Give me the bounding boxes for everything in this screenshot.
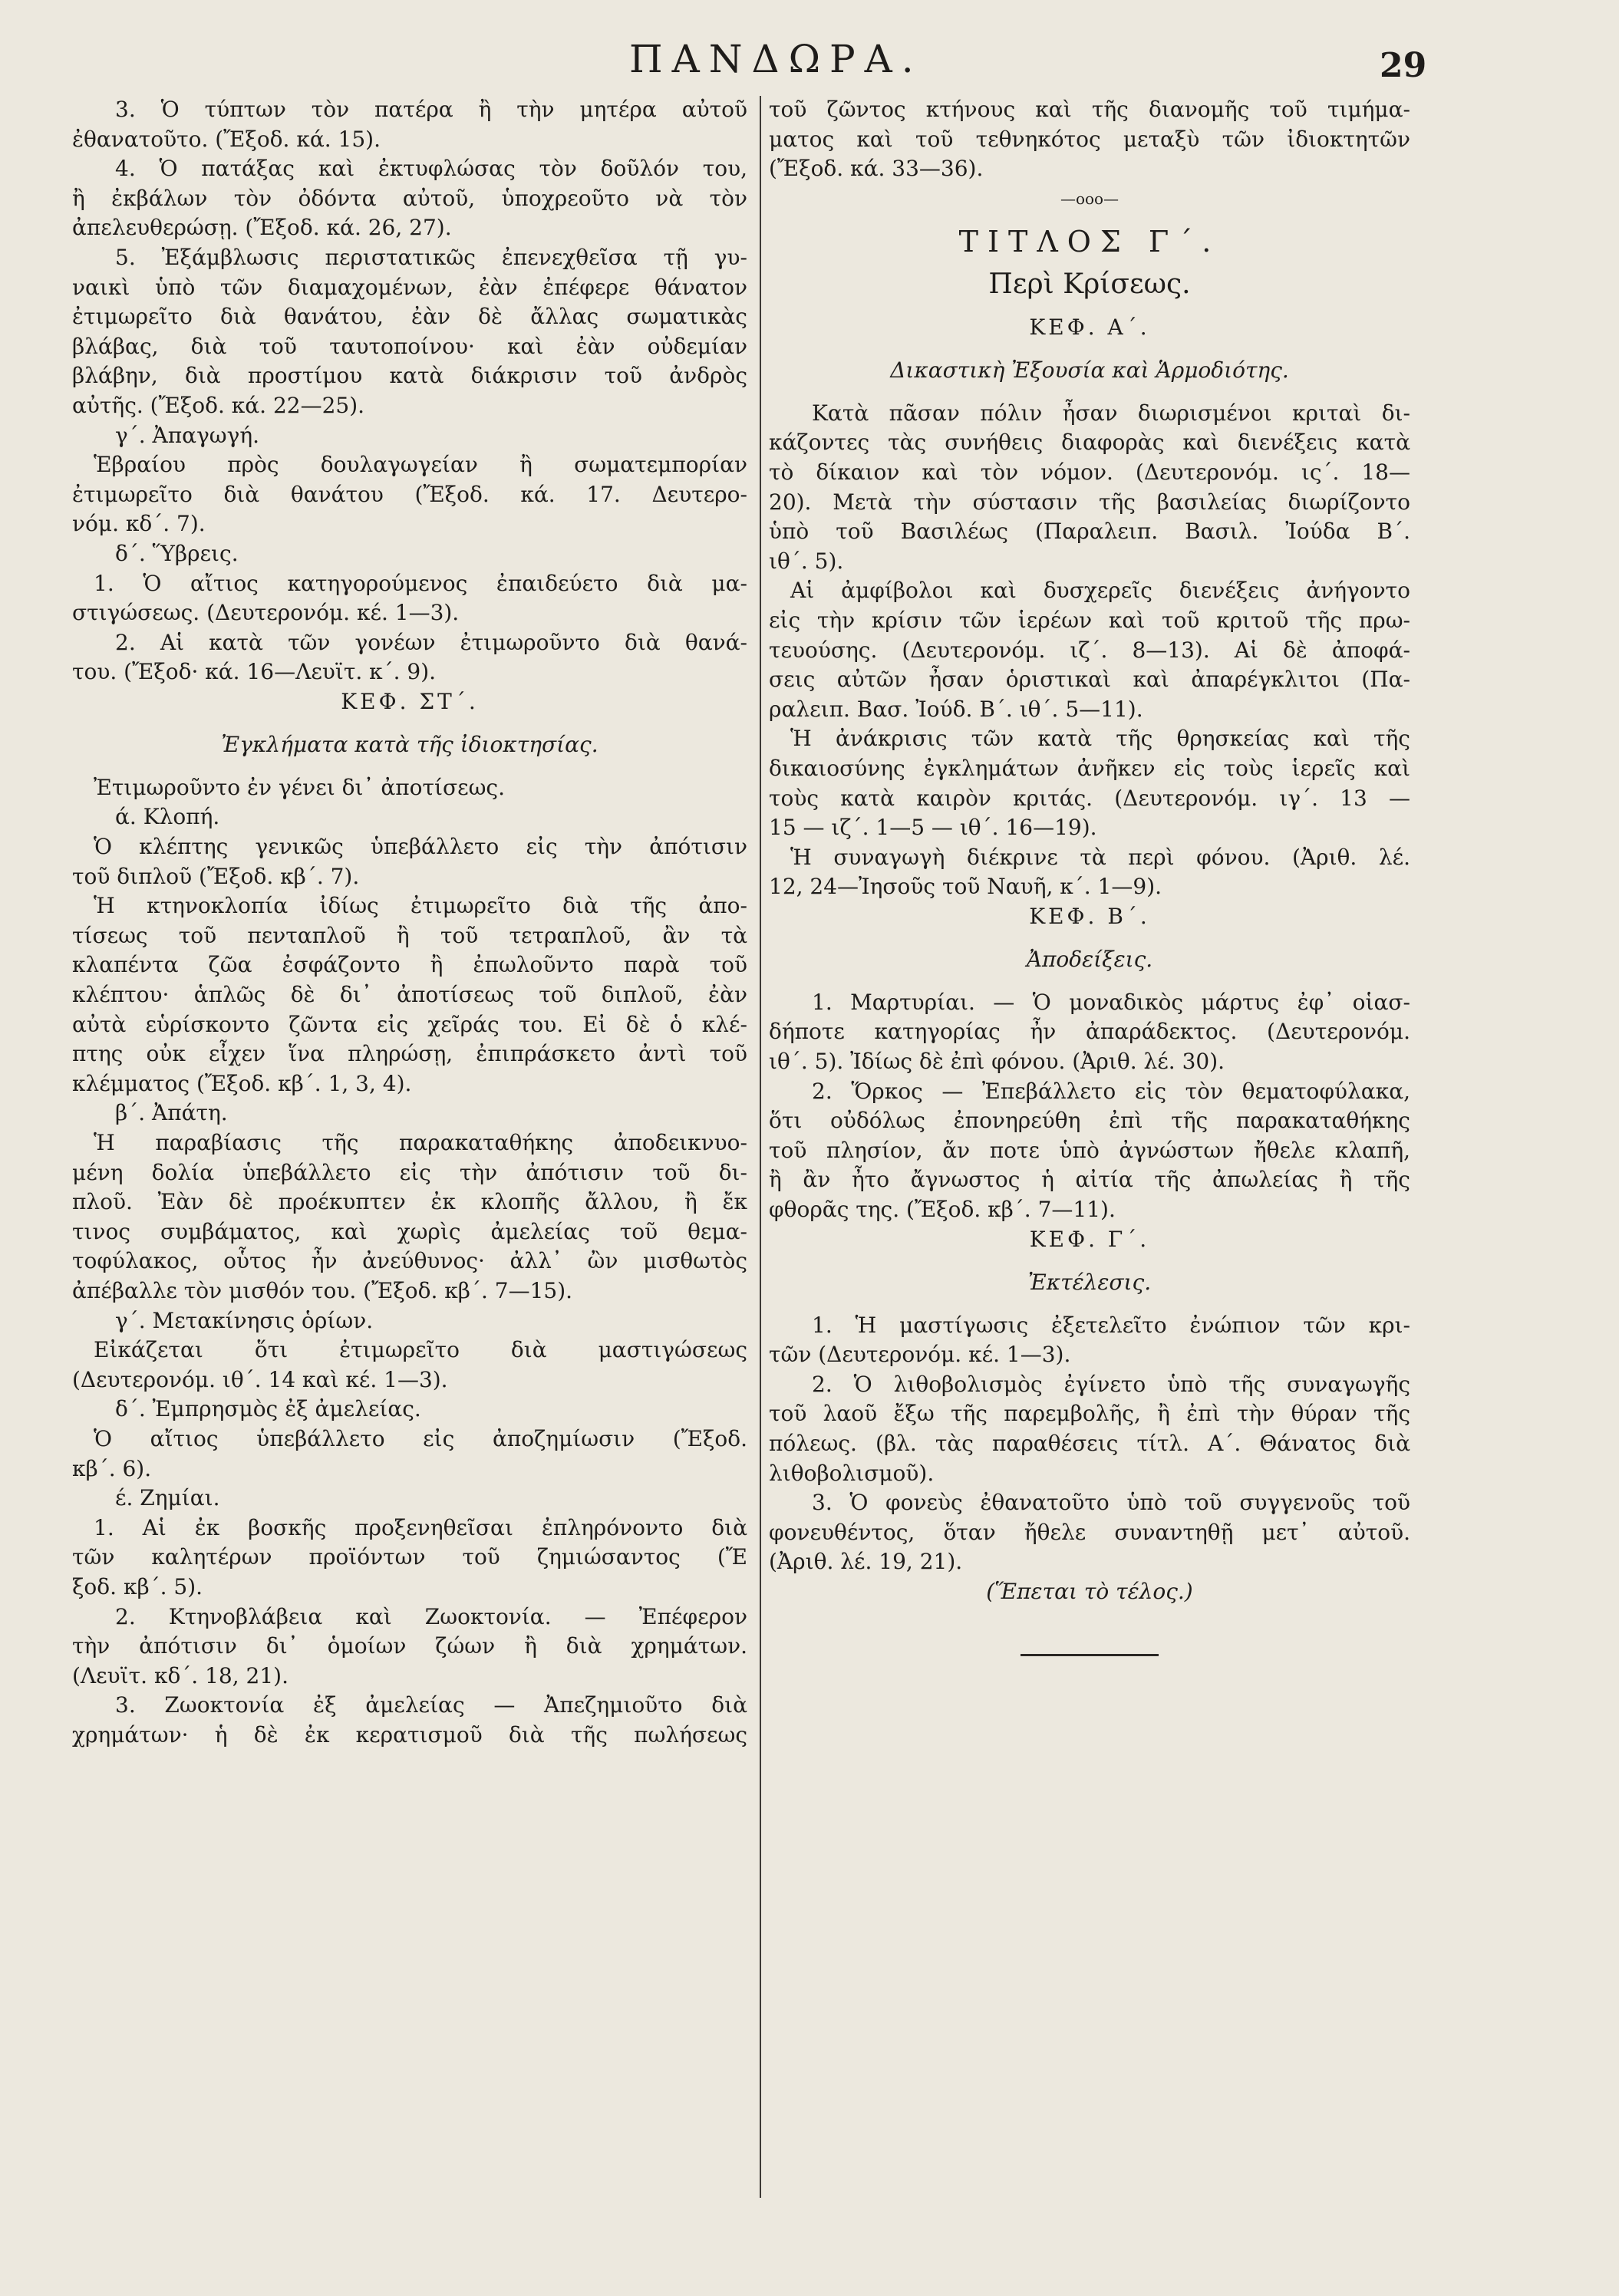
text-line: Ἑβραίου πρὸς δουλαγωγείαν ἢ σωματεμπορίαν (94, 452, 747, 478)
text-line: ΚΕΦ. ΣΤ΄. (341, 688, 479, 714)
text-line: τὸ δίκαιον καὶ τὸν νόμον. (Δευτερονόμ. ις΄. 18— (769, 459, 1410, 485)
text-line: στιγώσεως. (Δευτερονόμ. κέ. 1—3). (72, 600, 460, 626)
text-line: ὑπὸ τοῦ Βασιλέως (Παραλειπ. Βασιλ. Ἰούδα Β΄. (769, 519, 1410, 545)
text-line: τοῦ λαοῦ ἔξω τῆς παρεμβολῆς, ἢ ἐπὶ τὴν θύραν τῆς (769, 1401, 1410, 1427)
text-line: νόμ. κδ΄. 7). (72, 511, 206, 537)
text-line: ματος καὶ τοῦ τεθνηκότος μεταξὺ τῶν ἰδιοκτητῶν (769, 126, 1410, 152)
text-line: Ἡ συναγωγὴ διέκρινε τὰ περὶ φόνου. (Ἀριθ. λέ. (790, 844, 1410, 870)
text-line: 3. Ζωοκτονία ἐξ ἀμελείας — Ἀπεζημιοῦτο διὰ (115, 1692, 747, 1718)
text-line: γ΄. Μετακίνησις ὁρίων. (115, 1307, 374, 1333)
text-line: εἰς τὴν κρίσιν τῶν ἱερέων καὶ τοῦ κριτοῦ τῆς πρω- (769, 607, 1410, 633)
text-line: ἀπέβαλλε τὸν μισθόν του. (Ἔξοδ. κβ΄. 7—15). (72, 1277, 573, 1303)
text-line: δικαιοσύνης ἐγκλημάτων ἀνῆκεν εἰς τοὺς ἱερεῖς καὶ (769, 755, 1410, 781)
text-line: 20). Μετὰ τὴν σύστασιν τῆς βασιλείας διωρίζοντο (769, 489, 1410, 515)
text-line: —οοο— (1060, 189, 1119, 208)
text-line: 1. Μαρτυρίαι. — Ὁ μοναδικὸς μάρτυς ἐφ᾽ οἱασ- (812, 989, 1410, 1015)
text-line: αὐτὰ εὑρίσκοντο ζῶντα εἰς χεῖράς του. Εἰ δὲ ὁ κλέ- (72, 1011, 747, 1037)
text-line: Αἱ ἀμφίβολοι καὶ δυσχερεῖς διενέξεις ἀνήγοντο (790, 578, 1410, 604)
text-line: Δικαστικὴ Ἐξουσία καὶ Ἁρμοδιότης. (890, 357, 1289, 383)
text-line: κλαπέντα ζῶα ἐσφάζοντο ἢ ἐπωλοῦντο παρὰ τοῦ (72, 952, 747, 978)
text-line: δ΄. Ὕβρεις. (115, 540, 239, 566)
text-line: ά. Κλοπή. (115, 804, 220, 830)
text-line: ἐθανατοῦτο. (Ἔξοδ. κά. 15). (72, 126, 381, 152)
running-header-title: ΠΑΝΔΩΡΑ. (629, 37, 923, 81)
text-line: Εἰκάζεται ὅτι ἐτιμωρεῖτο διὰ μαστιγώσεως (94, 1337, 747, 1363)
text-line: 2. Ὁ λιθοβολισμὸς ἐγίνετο ὑπὸ τῆς συναγωγῆς (812, 1371, 1410, 1397)
text-line: ναικὶ ὑπὸ τῶν διαμαχομένων, ἐὰν ἐπέφερε θάνατον (72, 274, 747, 300)
text-line: κλέμματος (Ἔξοδ. κβ΄. 1, 3, 4). (72, 1070, 412, 1096)
text-line: Ἡ παραβίασις τῆς παρακαταθήκης ἀποδεικνυο- (94, 1130, 747, 1155)
text-line: 15 — ιζ΄. 1—5 — ιθ΄. 16—19). (769, 815, 1097, 841)
text-line: Ὁ αἴτιος ὑπεβάλλετο εἰς ἀποζημίωσιν (Ἔξοδ. (94, 1425, 747, 1451)
text-line: σεις αὐτῶν ἦσαν ὁριστικαὶ καὶ ἀπαρέγκλιτοι (Πα- (769, 667, 1410, 693)
text-line: κβ΄. 6). (72, 1455, 152, 1481)
text-line: Ἐκτέλεσις. (1027, 1269, 1152, 1295)
text-line: Περὶ Κρίσεως. (988, 269, 1191, 300)
text-line: τοῦ πλησίον, ἄν ποτε ὑπὸ ἀγνώστων ἤθελε κλαπῆ, (769, 1137, 1410, 1163)
text-line: β΄. Ἀπάτη. (115, 1100, 228, 1126)
text-line: (Ἕπεται τὸ τέλος.) (986, 1578, 1193, 1604)
text-line: (Λευϊτ. κδ΄. 18, 21). (72, 1662, 289, 1688)
text-line: ἀπελευθερώσῃ. (Ἔξοδ. κά. 26, 27). (72, 215, 452, 241)
text-line: Ἀποδείξεις. (1026, 946, 1153, 972)
text-line: 12, 24—Ἰησοῦς τοῦ Ναυῆ, κ΄. 1—9). (769, 874, 1162, 900)
text-line: 1. Ἡ μαστίγωσις ἐξετελεῖτο ἐνώπιον τῶν κρι- (812, 1312, 1410, 1338)
text-line: ΚΕΦ. Β΄. (1029, 903, 1150, 929)
left-column (72, 95, 747, 1750)
text-line: αὐτῆς. (Ἔξοδ. κά. 22—25). (72, 392, 365, 418)
column-divider (760, 96, 761, 2198)
text-line: μένη δολία ὑπεβάλλετο εἰς τὴν ἀπότισιν τοῦ δι- (72, 1159, 747, 1185)
text-line: τευούσης. (Δευτερονόμ. ιζ΄. 8—13). Αἱ δὲ ἀποφά- (769, 637, 1410, 663)
text-line: λιθοβολισμοῦ). (769, 1460, 935, 1486)
text-line: τίσεως τοῦ πενταπλοῦ ἢ τοῦ τετραπλοῦ, ἂν τὰ (72, 922, 747, 948)
text-line: ἢ ἂν ἦτο ἄγνωστος ἡ αἰτία τῆς ἀπωλείας ἢ τῆς (769, 1167, 1410, 1193)
text-line: (Ἔξοδ. κά. 33—36). (769, 156, 984, 182)
page-number: 29 (1380, 46, 1427, 85)
text-line: ἐτιμωρεῖτο διὰ θανάτου (Ἔξοδ. κά. 17. Δευτερο- (72, 481, 747, 507)
text-line: Κατὰ πᾶσαν πόλιν ἦσαν διωρισμένοι κριταὶ δι- (812, 400, 1410, 426)
text-line: (Δευτερονόμ. ιθ΄. 14 καὶ κέ. 1—3). (72, 1366, 448, 1392)
text-line: Ἐτιμωροῦντο ἐν γένει δι᾽ ἀποτίσεως. (94, 774, 505, 800)
text-line: ιθ΄. 5). Ἰδίως δὲ ἐπὶ φόνου. (Ἀριθ. λέ. 30). (769, 1049, 1225, 1075)
text-line: 4. Ὁ πατάξας καὶ ἐκτυφλώσας τὸν δοῦλόν του, (115, 156, 747, 182)
text-line: γ΄. Ἀπαγωγή. (115, 422, 260, 448)
text-line: 1. Αἱ ἐκ βοσκῆς προξενηθεῖσαι ἐπληρόνοντο διὰ (94, 1514, 747, 1540)
text-line: ξοδ. κβ΄. 5). (72, 1573, 203, 1599)
text-line: τὴν ἀπότισιν δι᾽ ὁμοίων ζώων ἢ διὰ χρημάτων. (72, 1633, 747, 1659)
text-line: τοὺς κατὰ καιρὸν κριτάς. (Δευτερονόμ. ιγ΄. 13 — (769, 785, 1410, 811)
text-line: ΚΕΦ. Γ΄. (1029, 1226, 1150, 1252)
text-line: ἢ ἐκβάλων τὸν ὀδόντα αὐτοῦ, ὑποχρεοῦτο νὰ τὸν (72, 185, 747, 211)
text-line: χρημάτων· ἡ δὲ ἐκ κερατισμοῦ διὰ τῆς πωλήσεως (72, 1721, 747, 1748)
text-line: ΚΕΦ. Α΄. (1029, 314, 1150, 340)
text-line: Ἐγκλήματα κατὰ τῆς ἰδιοκτησίας. (221, 731, 598, 757)
text-line: ΤΙΤΛΟΣ Γ΄. (958, 226, 1221, 259)
text-line: ὅτι οὐδόλως ἐπονηρεύθη ἐπὶ τῆς παρακαταθήκης (769, 1108, 1410, 1134)
end-rule (1021, 1654, 1159, 1656)
text-line: του. (Ἔξοδ· κά. 16—Λευϊτ. κ΄. 9). (72, 659, 437, 685)
text-line: Ἡ κτηνοκλοπία ἰδίως ἐτιμωρεῖτο διὰ τῆς ἀπο- (94, 893, 747, 919)
text-line: βλάβην, διὰ προστίμου κατὰ διάκρισιν τοῦ ἀνδρὸς (72, 363, 747, 389)
text-line: πλοῦ. Ἐὰν δὲ προέκυπτεν ἐκ κλοπῆς ἄλλου, ἢ ἔκ (72, 1189, 747, 1215)
text-line: (Ἀριθ. λέ. 19, 21). (769, 1549, 963, 1575)
text-line: τινος συμβάματος, καὶ χωρὶς ἀμελείας τοῦ θεμα- (72, 1218, 747, 1244)
text-line: τοφύλακος, οὗτος ἦν ἀνεύθυνος· ἀλλ᾽ ὢν μισθωτὸς (72, 1248, 747, 1274)
text-line: 2. Ὅρκος — Ἐπεβάλλετο εἰς τὸν θεματοφύλακα, (812, 1078, 1410, 1104)
text-line: Ὁ κλέπτης γενικῶς ὑπεβάλλετο εἰς τὴν ἀπότισιν (94, 834, 747, 860)
text-line: τοῦ ζῶντος κτήνους καὶ τῆς διανομῆς τοῦ τιμήμα- (769, 97, 1410, 122)
text-line: τῶν (Δευτερονόμ. κέ. 1—3). (769, 1342, 1071, 1368)
text-line: 2. Αἱ κατὰ τῶν γονέων ἐτιμωροῦντο διὰ θανά- (115, 629, 747, 655)
text-line: ραλειπ. Βασ. Ἰούδ. Β΄. ιθ΄. 5—11). (769, 696, 1143, 722)
text-line: κλέπτου· ἁπλῶς δὲ δι᾽ ἀποτίσεως τοῦ διπλοῦ, ἐὰν (72, 982, 747, 1008)
text-line: ἐτιμωρεῖτο διὰ θανάτου, ἐὰν δὲ ἄλλας σωματικὰς (72, 304, 747, 330)
text-line: δ΄. Ἐμπρησμὸς ἐξ ἀμελείας. (115, 1396, 421, 1422)
text-line: 1. Ὁ αἴτιος κατηγορούμενος ἐπαιδεύετο διὰ μα- (94, 570, 747, 596)
text-line: έ. Ζημίαι. (115, 1485, 220, 1511)
text-line: φονευθέντος, ὅταν ἤθελε συναντηθῇ μετ᾽ αὐτοῦ. (769, 1519, 1410, 1545)
text-line: πόλεως. (βλ. τὰς παραθέσεις τίτλ. Α΄. Θάνατος διὰ (769, 1431, 1410, 1456)
text-line: 3. Ὁ τύπτων τὸν πατέρα ἢ τὴν μητέρα αὐτοῦ (115, 97, 747, 122)
text-line: τῶν καλητέρων προϊόντων τοῦ ζημιώσαντος (Ἔ (72, 1544, 747, 1570)
text-line: κάζοντες τὰς συνήθεις διαφορὰς καὶ διενέξεις κατὰ (769, 430, 1410, 456)
text-line: βλάβας, διὰ τοῦ ταυτοποίνου· καὶ ἐὰν οὐδεμίαν (72, 333, 747, 359)
text-line: ιθ΄. 5). (769, 548, 844, 574)
text-line: 2. Κτηνοβλάβεια καὶ Ζωοκτονία. — Ἐπέφερον (115, 1603, 747, 1629)
text-line: φθορᾶς της. (Ἔξοδ. κβ΄. 7—11). (769, 1197, 1116, 1223)
right-column (769, 95, 1410, 1656)
text-line: 5. Ἐξάμβλωσις περιστατικῶς ἐπενεχθεῖσα τῇ γυ- (115, 244, 747, 270)
text-line: 3. Ὁ φονεὺς ἐθανατοῦτο ὑπὸ τοῦ συγγενοῦς τοῦ (812, 1490, 1410, 1516)
text-line: Ἡ ἀνάκρισις τῶν κατὰ τῆς θρησκείας καὶ τῆς (790, 726, 1410, 752)
text-line: πτης οὐκ εἶχεν ἵνα πληρώσῃ, ἐπιπράσκετο ἀντὶ τοῦ (72, 1041, 747, 1067)
text-line: τοῦ διπλοῦ (Ἔξοδ. κβ΄. 7). (72, 863, 360, 889)
text-line: δήποτε κατηγορίας ἦν ἀπαράδεκτος. (Δευτερονόμ. (769, 1019, 1410, 1045)
